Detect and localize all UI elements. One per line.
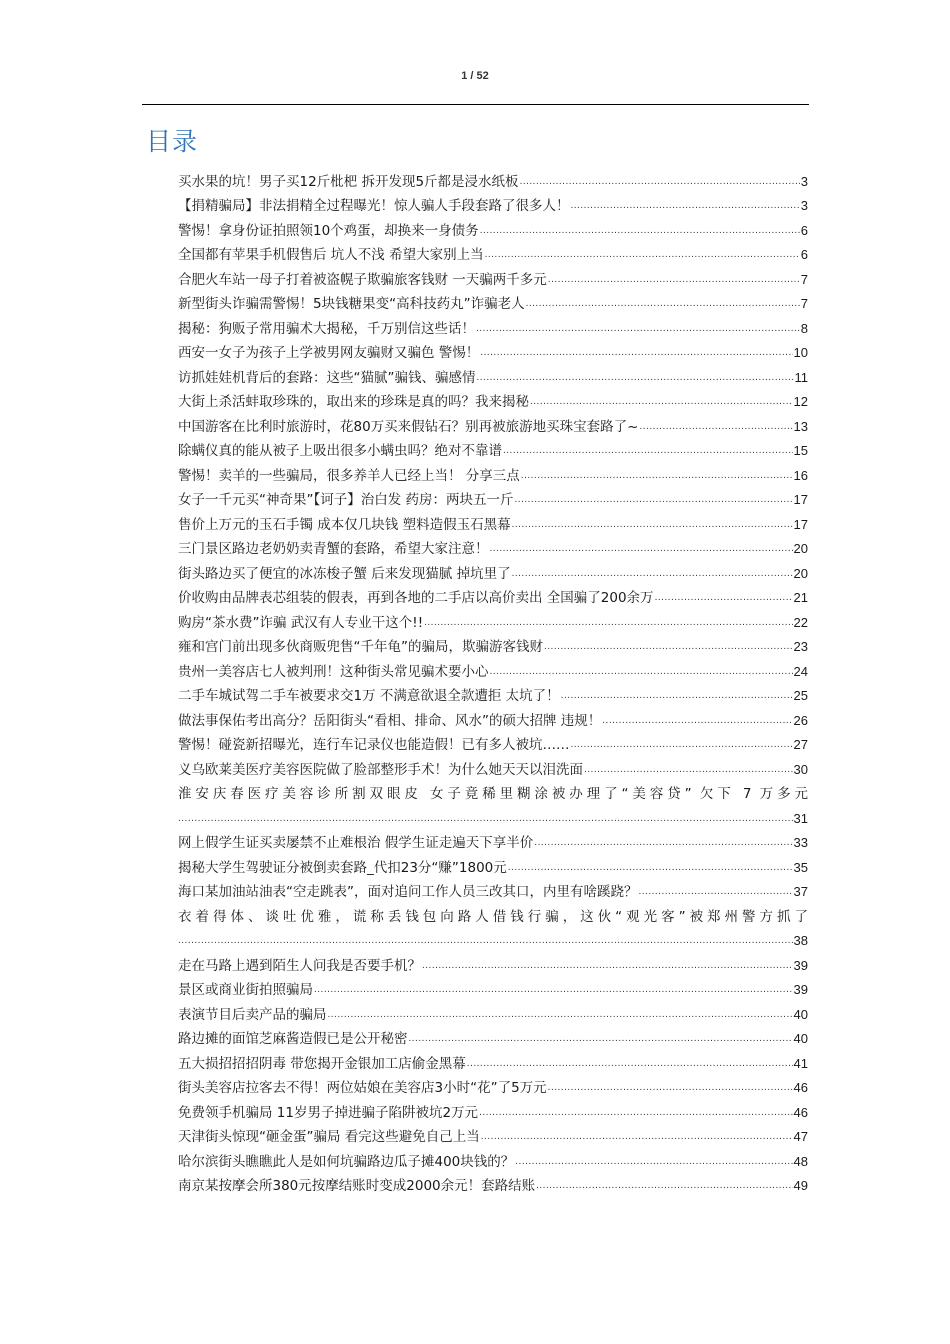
toc-entry[interactable]	[178, 509, 808, 534]
toc-dot-leader	[328, 1008, 793, 1022]
toc-entry-page-number: 21	[793, 590, 808, 605]
toc-entry[interactable]	[178, 264, 808, 289]
toc-entry-title: 中国游客在比利时旅游时，花80万买来假钻石？别再被旅游地买珠宝套路了~	[178, 418, 639, 435]
toc-entry[interactable]	[178, 632, 808, 657]
toc-entry[interactable]	[178, 705, 808, 730]
toc-dot-leader	[640, 420, 793, 434]
toc-entry-page-number: 30	[793, 761, 808, 777]
toc-entry-page-number: 35	[793, 859, 808, 875]
toc-entry-page-number: 16	[793, 467, 808, 483]
toc-entry-page-number: 20	[793, 565, 808, 581]
toc-dot-leader	[476, 322, 800, 336]
toc-dot-leader	[548, 273, 800, 287]
toc-dot-leader	[544, 640, 793, 654]
toc-entry[interactable]	[178, 362, 808, 387]
toc-entry-title: 三门景区路边老奶奶卖青蟹的套路，希望大家注意！	[178, 541, 489, 557]
toc-dot-leader	[424, 616, 792, 630]
toc-entry[interactable]	[178, 1171, 808, 1196]
toc-entry-title: 大街上杀活蚌取珍珠的，取出来的珍珠是真的吗？我来揭秘	[178, 394, 529, 410]
toc-dot-leader	[571, 199, 800, 213]
toc-entry-page-number: 6	[800, 222, 808, 238]
toc-entry-page-number: 8	[800, 320, 808, 336]
toc-entry[interactable]	[178, 558, 808, 583]
toc-entry[interactable]	[178, 1073, 808, 1098]
toc-dot-leader	[561, 689, 793, 703]
toc-entry[interactable]	[178, 583, 808, 608]
toc-dot-leader	[480, 346, 792, 360]
toc-entry-title: 街头路边买了便宜的冰冻梭子蟹 后来发现猫腻 掉坑里了	[178, 565, 511, 582]
toc-entry-title: 警惕！碰瓷新招曝光，连行车记录仪也能造假！已有多人被坑……	[178, 737, 570, 753]
toc-entry-title: 揭秘：狗贩子常用骗术大揭秘，千万别信这些话！	[178, 320, 475, 337]
toc-dot-leader	[536, 1179, 792, 1193]
toc-entry-title: 哈尔滨街头瞧瞧此人是如何坑骗路边瓜子摊400块钱的？	[178, 1153, 515, 1170]
toc-entry[interactable]	[178, 313, 808, 338]
toc-entry-page-number: 40	[793, 1031, 808, 1046]
toc-entry-page-number: 31	[793, 810, 808, 826]
toc-dot-leader	[409, 1032, 793, 1046]
toc-entry-title: 做法事保佑考出高分？岳阳街头“看相、排命、风水”的硕大招牌 违规！	[178, 712, 602, 729]
toc-entry[interactable]	[178, 289, 808, 314]
toc-entry-page-number: 20	[793, 541, 808, 556]
toc-dot-leader	[548, 1081, 793, 1095]
toc-dot-leader	[602, 714, 792, 728]
toc-entry-page-number: 25	[793, 688, 808, 703]
toc-entry-page-number: 39	[793, 982, 808, 997]
toc-dot-leader	[481, 1130, 793, 1144]
toc-entry-title: 购房“茶水费”诈骗 武汉有人专业干这个!!	[178, 614, 424, 631]
toc-entry[interactable]	[178, 191, 808, 216]
toc-entry[interactable]	[178, 411, 808, 436]
toc-dot-leader	[485, 248, 800, 262]
toc-entry-title: 二手车城试驾二手车被要求交1万 不满意欲退全款遭拒 太坑了！	[178, 688, 560, 704]
toc-dot-leader	[515, 493, 793, 507]
toc-entry-page-number: 46	[793, 1104, 808, 1120]
toc-entry[interactable]	[178, 436, 808, 461]
toc-entry[interactable]	[178, 485, 808, 510]
toc-entry-page-number: 37	[793, 884, 808, 899]
toc-entry-page-number: 15	[793, 443, 808, 458]
toc-entry[interactable]	[178, 877, 808, 902]
toc-entry-title: 路边摊的面馆芝麻酱造假已是公开秘密	[178, 1031, 408, 1047]
toc-entry-title: 街头美容店拉客去不得！两位姑娘在美容店3小时“花”了5万元	[178, 1080, 547, 1096]
toc-entry-title: 海口某加油站油表“空走跳表”，面对追问工作人员三改其口，内里有啥蹊跷？	[178, 884, 638, 900]
toc-entry-title: 贵州一美容店七人被判刑！这种街头常见骗术要小心	[178, 663, 489, 680]
toc-entry-page-number: 40	[793, 1006, 808, 1022]
toc-entry[interactable]	[178, 215, 808, 240]
toc-entry-page-number: 10	[793, 345, 808, 360]
toc-entry[interactable]	[178, 999, 808, 1024]
toc-entry[interactable]	[178, 828, 808, 853]
toc-entry-page-number: 27	[793, 737, 808, 752]
toc-entry-title: 网上假学生证买卖屡禁不止难根治 假学生证走遍天下享半价	[178, 835, 534, 851]
toc-dot-leader	[178, 812, 793, 826]
toc-dot-leader	[477, 371, 794, 385]
toc-entry-title: 买水果的坑！男子买12斤枇杷 拆开发现5斤都是浸水纸板	[178, 173, 519, 190]
toc-dot-leader	[571, 738, 793, 752]
toc-dot-leader	[639, 885, 793, 899]
toc-entry-title: 揭秘大学生驾驶证分被倒卖套路_代扣23分“赚”1800元	[178, 859, 507, 876]
toc-dot-leader	[521, 469, 793, 483]
toc-entry[interactable]	[178, 1097, 808, 1122]
toc-entry[interactable]	[178, 779, 808, 828]
toc-dot-leader	[526, 297, 800, 311]
toc-heading: 目录	[146, 127, 199, 156]
toc-entry-title: 售价上万元的玉石手镯 成本仅几块钱 塑料造假玉石黑幕	[178, 516, 511, 533]
toc-entry-title: 淮安庆春医疗美容诊所割双眼皮 女子竟稀里糊涂被办理了“美容贷” 欠下 7 万多元	[178, 786, 808, 802]
page-number: 1 / 52	[461, 70, 489, 82]
toc-entry-title: 义乌欧莱美医疗美容医院做了脸部整形手术！为什么她天天以泪洗面	[178, 761, 583, 778]
toc-entry-page-number: 39	[793, 957, 808, 973]
toc-entry-page-number: 24	[793, 663, 808, 679]
toc-entry-title: 警惕！拿身份证拍照领10个鸡蛋，却换来一身债务	[178, 222, 479, 239]
toc-entry-title: 【捐精骗局】非法捐精全过程曝光！惊人骗人手段套路了很多人！	[178, 198, 570, 214]
toc-entry-page-number: 38	[793, 933, 808, 948]
toc-entry[interactable]	[178, 1146, 808, 1171]
toc-dot-leader	[534, 836, 792, 850]
toc-entry[interactable]	[178, 656, 808, 681]
toc-entry-title: 合肥火车站一母子打着被盗幌子欺骗旅客钱财 一天骗两千多元	[178, 271, 547, 288]
toc-entry[interactable]	[178, 901, 808, 950]
toc-entry-page-number: 23	[793, 639, 808, 654]
toc-entry-title: 除螨仪真的能从被子上吸出很多小螨虫吗？绝对不靠谱	[178, 443, 502, 459]
toc-entry-page-number: 48	[793, 1153, 808, 1169]
toc-entry-title: 访抓娃娃机背后的套路：这些“猫腻”骗钱、骗感情	[178, 369, 476, 386]
toc-dot-leader	[512, 518, 793, 532]
toc-dot-leader	[490, 665, 793, 679]
toc-entry-page-number: 22	[793, 614, 808, 630]
toc-dot-leader	[584, 763, 793, 777]
toc-entry-title: 西安一女子为孩子上学被男网友骗财又骗色 警惕！	[178, 345, 480, 361]
toc-dot-leader	[503, 444, 793, 458]
toc-entry[interactable]	[178, 681, 808, 706]
toc-entry[interactable]	[178, 730, 808, 755]
toc-entry-page-number: 26	[793, 712, 808, 728]
toc-dot-leader	[467, 1057, 793, 1071]
toc-entry-page-number: 3	[800, 198, 808, 213]
toc-entry-title: 五大损招招招阴毒 带您揭开金银加工店偷金黑幕	[178, 1055, 466, 1072]
toc-entry-page-number: 46	[793, 1080, 808, 1095]
toc-entry-title: 景区或商业街拍照骗局	[178, 982, 313, 998]
toc-entry[interactable]	[178, 1048, 808, 1073]
toc-dot-leader	[422, 959, 793, 973]
toc-entry-title: 新型街头诈骗需警惕！5块钱糖果变“高科技药丸”诈骗老人	[178, 296, 525, 312]
toc-entry-page-number: 7	[800, 271, 808, 287]
toc-entry[interactable]	[178, 975, 808, 1000]
toc-entry[interactable]	[178, 950, 808, 975]
toc-entry-title: 天津街头惊现“砸金蛋”骗局 看完这些避免自己上当	[178, 1129, 480, 1145]
toc-dot-leader	[479, 1106, 792, 1120]
toc-dot-leader	[508, 861, 793, 875]
toc-entry-title: 表演节目后卖产品的骗局	[178, 1006, 327, 1023]
toc-entry-title: 价收购由品牌表芯组装的假表，再到各地的二手店以高价卖出 全国骗了200余万	[178, 590, 654, 606]
toc-entry-page-number: 11	[794, 369, 808, 385]
toc-entry-page-number: 41	[793, 1055, 808, 1071]
toc-entry-page-number: 47	[793, 1129, 808, 1144]
toc-entry-page-number: 17	[793, 516, 808, 532]
toc-dot-leader	[314, 983, 793, 997]
toc-entry-page-number: 3	[800, 173, 808, 189]
toc-entry[interactable]	[178, 754, 808, 779]
toc-entry-title: 免费领手机骗局 11岁男子掉进骗子陷阱被坑2万元	[178, 1104, 479, 1121]
toc-entry-page-number: 49	[793, 1178, 808, 1193]
toc-dot-leader	[515, 1155, 792, 1169]
toc-entry-title: 走在马路上遇到陌生人问我是否要手机？	[178, 957, 421, 974]
toc-dot-leader	[512, 567, 793, 581]
toc-dot-leader	[490, 542, 793, 556]
toc-entry-page-number: 17	[793, 492, 808, 507]
toc-entry-page-number: 6	[800, 247, 808, 262]
toc-entry-page-number: 7	[800, 296, 808, 311]
toc-entry[interactable]	[178, 1122, 808, 1147]
toc-entry[interactable]	[178, 387, 808, 412]
toc-entry-title: 雍和宫门前出现多伙商贩兜售“千年龟”的骗局，欺骗游客钱财	[178, 639, 543, 655]
header-divider	[142, 104, 809, 105]
toc-dot-leader	[520, 175, 800, 189]
toc-entry-title: 南京某按摩会所380元按摩结账时变成2000余元！套路结账	[178, 1178, 536, 1194]
toc-entry[interactable]	[178, 534, 808, 559]
toc-entry[interactable]	[178, 607, 808, 632]
table-of-contents	[178, 166, 808, 1195]
toc-dot-leader	[178, 934, 793, 948]
toc-dot-leader	[655, 591, 793, 605]
toc-entry[interactable]	[178, 338, 808, 363]
toc-entry-title: 衣着得体、谈吐优雅，谎称丢钱包向路人借钱行骗，这伙“观光客”被郑州警方抓了	[178, 908, 808, 925]
toc-dot-leader	[530, 395, 793, 409]
toc-entry-title: 全国都有苹果手机假售后 坑人不浅 希望大家别上当	[178, 247, 484, 263]
toc-entry-title: 警惕！卖羊的一些骗局，很多养羊人已经上当！ 分享三点	[178, 467, 520, 484]
toc-entry[interactable]	[178, 240, 808, 265]
toc-entry[interactable]	[178, 852, 808, 877]
toc-entry-page-number: 33	[793, 835, 808, 850]
toc-entry[interactable]	[178, 1024, 808, 1049]
toc-entry-title: 女子一千元买“神奇果”【诃子】治白发 药房：两块五一斤	[178, 492, 514, 508]
toc-entry-page-number: 12	[793, 394, 808, 409]
toc-entry[interactable]	[178, 166, 808, 191]
toc-entry[interactable]	[178, 460, 808, 485]
toc-entry-page-number: 13	[793, 418, 808, 434]
toc-dot-leader	[480, 224, 800, 238]
